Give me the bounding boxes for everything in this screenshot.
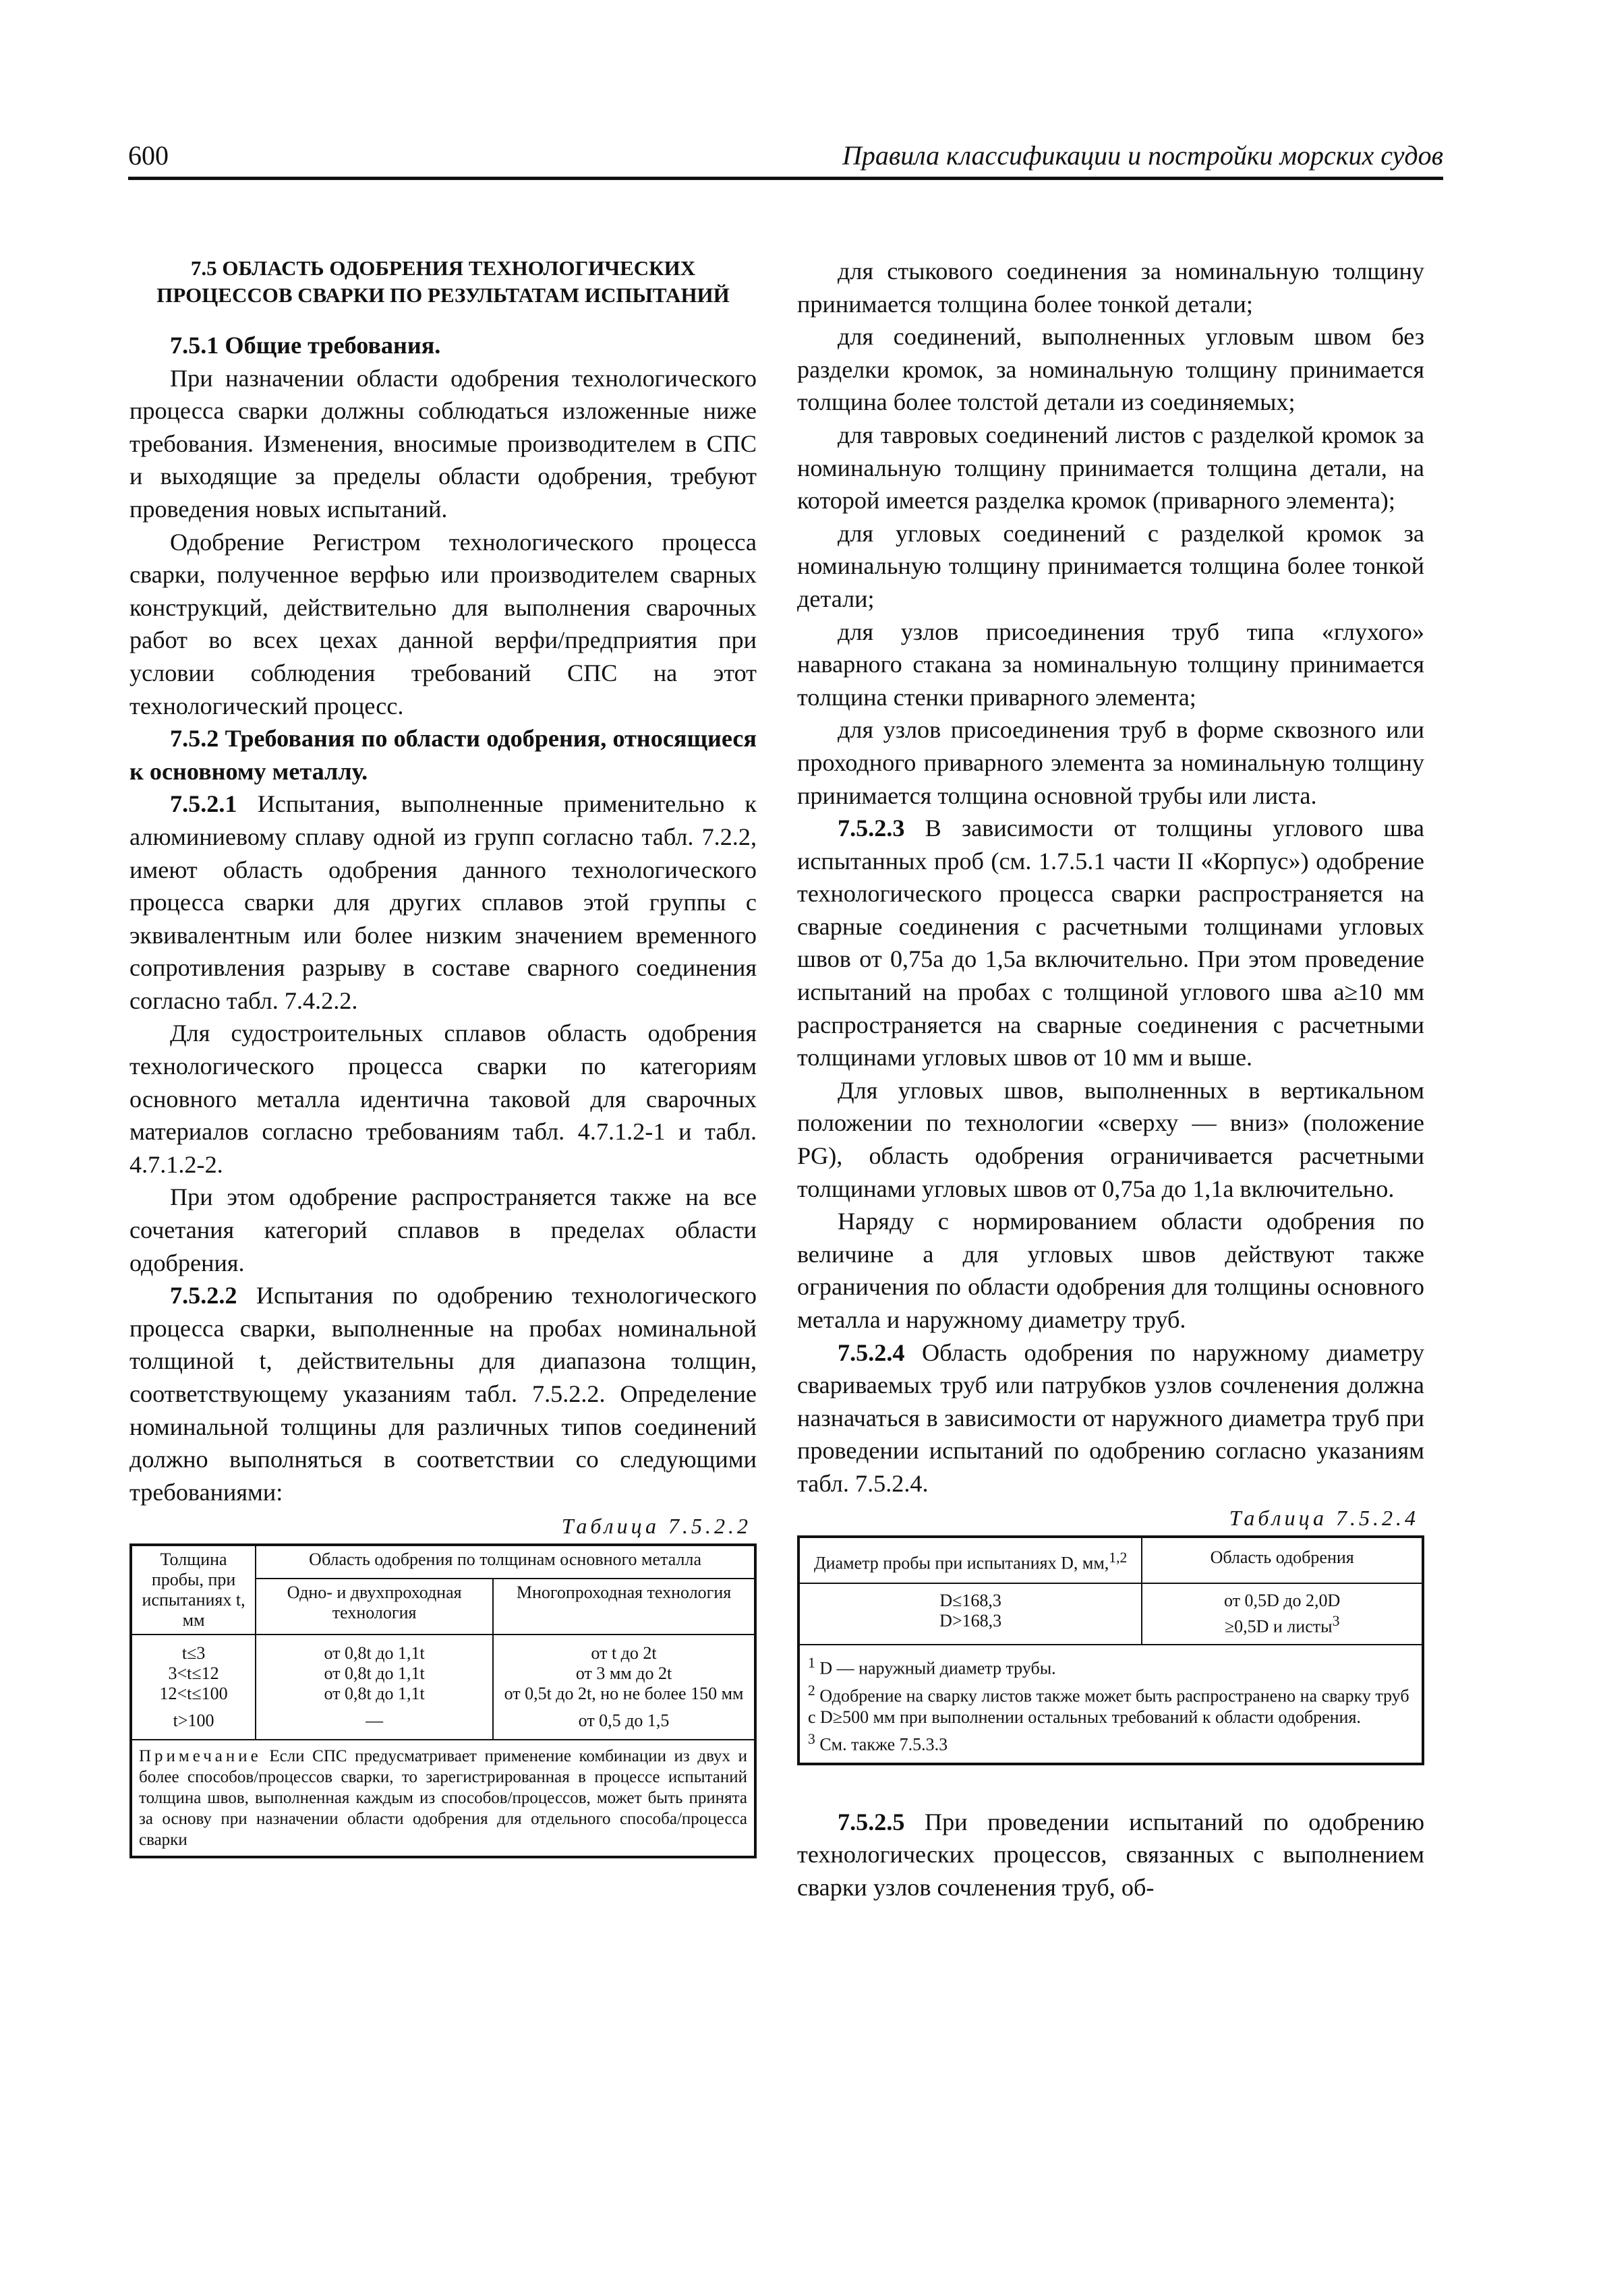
cell-thickness: t≤3 3<t≤12 12<t≤100 (131, 1635, 256, 1707)
cell-range: от 0,5D до 2,0D ≥0,5D и листы$^3$ (1142, 1583, 1423, 1645)
running-title: Правила классификации и постройки морских судов (842, 140, 1443, 171)
paragraph-7524: 7.5.2.4 Область одобрения по наружному диаметру свариваемых труб или патрубков узлов сочленения должна назначаться в зависимости от наружного диаметра труб при проведении испытаний по одобрению согласно указаниям табл. 7.5.2.4. (797, 1338, 1424, 1497)
table-7524-caption: Таблица 7.5.2.4 (1229, 1505, 1419, 1530)
cell-diameter: D≤168,3 D>168,3 (798, 1583, 1142, 1645)
table-7522-caption: Таблица 7.5.2.2 (561, 1514, 751, 1539)
paragraph: Одобрение Регистром технологического процесса сварки, полученное верфью или производителем сварных конструкций, действительно для выполнения сварочных работ во всех цехах данной верфи/предприятия при условии соблюдения требований СПС на этот технологический процесс. (129, 528, 757, 719)
cell-thickness-2: t>100 (131, 1707, 256, 1740)
header-thickness: Толщина пробы, при испытаниях t, мм (131, 1545, 256, 1635)
paragraph-7521: 7.5.2.1 Испытания, выполненные применительно к алюминиевому сплаву одной из групп согласно табл. 7.2.2, имеют область одобрения данного технологического процесса сварки для других сплавов этой группы с эквивалентным или более низким значением временного сопротивления разрыву в составе сварного соединения согласно табл. 7.4.2.2. (129, 790, 757, 1014)
right-column (797, 255, 1424, 1904)
table-7522 (129, 1543, 757, 1858)
cell-multi-2: от 0,5 до 1,5 (493, 1707, 755, 1740)
paragraph: Для угловых швов, выполненных в вертикальном положении по технологии «сверху — вниз» (положение PG), область одобрения ограничивается расчетными толщинами угловых швов от 0,75a до 1,1a включительно. (797, 1076, 1424, 1202)
page-number: 600 (128, 140, 169, 171)
subsection-751-title: 7.5.1 Общие требования. (170, 332, 441, 359)
cell-single-2: — (256, 1707, 493, 1740)
paragraph: При этом одобрение распространяется также на все сочетания категорий сплавов в пределах области одобрения. (129, 1183, 757, 1276)
footnote-1: $^1$ D — наружный диаметр трубы. (808, 1654, 1056, 1678)
header-approval-range: Область одобрения (1142, 1537, 1423, 1584)
header-multi-pass: Многопроходная технология (493, 1579, 755, 1635)
header-single-pass: Одно- и двухпроходная технология (256, 1579, 493, 1635)
paragraph-7522: 7.5.2.2 Испытания по одобрению технологического процесса сварки, выполненные на пробах номинальной толщиной t, действительны для диапазона толщин, соответствующему указаниям табл. 7.5.2.2. Определение номинальной толщины для различных типов соединений должно выполняться в соответствии со следующими требованиями: (129, 1282, 757, 1506)
paragraph: для узлов присоединения труб типа «глухого» наварного стакана за номинальную толщину принимается толщина стенки приварного элемента; (797, 618, 1424, 711)
cell-single: от 0,8t до 1,1t от 0,8t до 1,1t от 0,8t до 1,1t (256, 1635, 493, 1707)
paragraph: для тавровых соединений листов с разделкой кромок за номинальную толщину принимается толщина детали, на которой имеется разделка кромок (приварного элемента); (797, 421, 1424, 514)
paragraph-7523: 7.5.2.3 В зависимости от толщины углового шва испытанных проб (см. 1.7.5.1 части II «Корпус») одобрение технологического процесса сварки распространяется на сварные соединения с расчетными толщинами угловых швов от 0,75a до 1,5a включительно. При этом проведение испытаний на пробах с толщиной углового шва a≥10 мм распространяется на сварные соединения с расчетными толщинами угловых швов от 10 мм и выше. (797, 815, 1424, 1071)
paragraph: Наряду с нормированием области одобрения по величине a для угловых швов действуют также ограничения по области одобрения для толщины основного металла и наружному диаметру труб. (797, 1208, 1424, 1333)
page-header (128, 135, 1443, 180)
table-7524 (797, 1535, 1424, 1765)
table-note: Примечание Если СПС предусматривает применение комбинации из двух и более способов/процессов сварки, то зарегистрированная в процессе испытаний толщина швов, выполненная каждым из способов/процессов, может быть принята за основу при назначении области одобрения для отдельного способа/процесса сварки (131, 1740, 755, 1857)
left-column (129, 255, 757, 1858)
paragraph: Для судостроительных сплавов область одобрения технологического процесса сварки по категориям основного металла идентична таковой для сварочных материалов согласно требованиям табл. 4.7.1.2-1 и табл. 4.7.1.2-2. (129, 1020, 757, 1178)
cell-multi: от t до 2t от 3 мм до 2t от 0,5t до 2t, но не более 150 мм (493, 1635, 755, 1707)
header-range: Область одобрения по толщинам основного металла (256, 1545, 755, 1579)
paragraph: для соединений, выполненных угловым швом без разделки кромок, за номинальную толщину принимается толщина более толстой детали из соединяемых; (797, 323, 1424, 416)
section-title: 7.5 ОБЛАСТЬ ОДОБРЕНИЯ ТЕХНОЛОГИЧЕСКИХ ПРОЦЕССОВ СВАРКИ ПО РЕЗУЛЬТАТАМ ИСПЫТАНИЙ (156, 256, 730, 307)
footnote-2: $^2$ Одобрение на сварку листов также может быть распространено на сварку труб с D≥500 мм при выполнении остальных требований к области одобрения. (808, 1682, 1409, 1728)
paragraph-7525: 7.5.2.5 При проведении испытаний по одобрению технологических процессов, связанных с выполнением сварки узлов сочленения труб, об- (797, 1808, 1424, 1902)
paragraph: для стыкового соединения за номинальную толщину принимается толщина более тонкой детали; (797, 258, 1424, 318)
footnote-3: $^3$ См. также 7.5.3.3 (808, 1731, 948, 1755)
paragraph: При назначении области одобрения технологического процесса сварки должны соблюдаться изложенные ниже требования. Изменения, вносимые производителем в СПС и выходящие за пределы области одобрения, требуют проведения новых испытаний. (129, 364, 757, 523)
subsection-752-title: 7.5.2 Требования по области одобрения, относящиеся к основному металлу. (129, 725, 757, 785)
header-diameter: Диаметр пробы при испытаниях D, мм,$^{1,2}$ (798, 1537, 1142, 1584)
paragraph: для узлов присоединения труб в форме сквозного или проходного приварного элемента за номинальную толщину принимается толщина основной трубы или листа. (797, 716, 1424, 809)
table-footnotes (798, 1645, 1423, 1764)
paragraph: для угловых соединений с разделкой кромок за номинальную толщину принимается толщина более тонкой детали; (797, 519, 1424, 612)
